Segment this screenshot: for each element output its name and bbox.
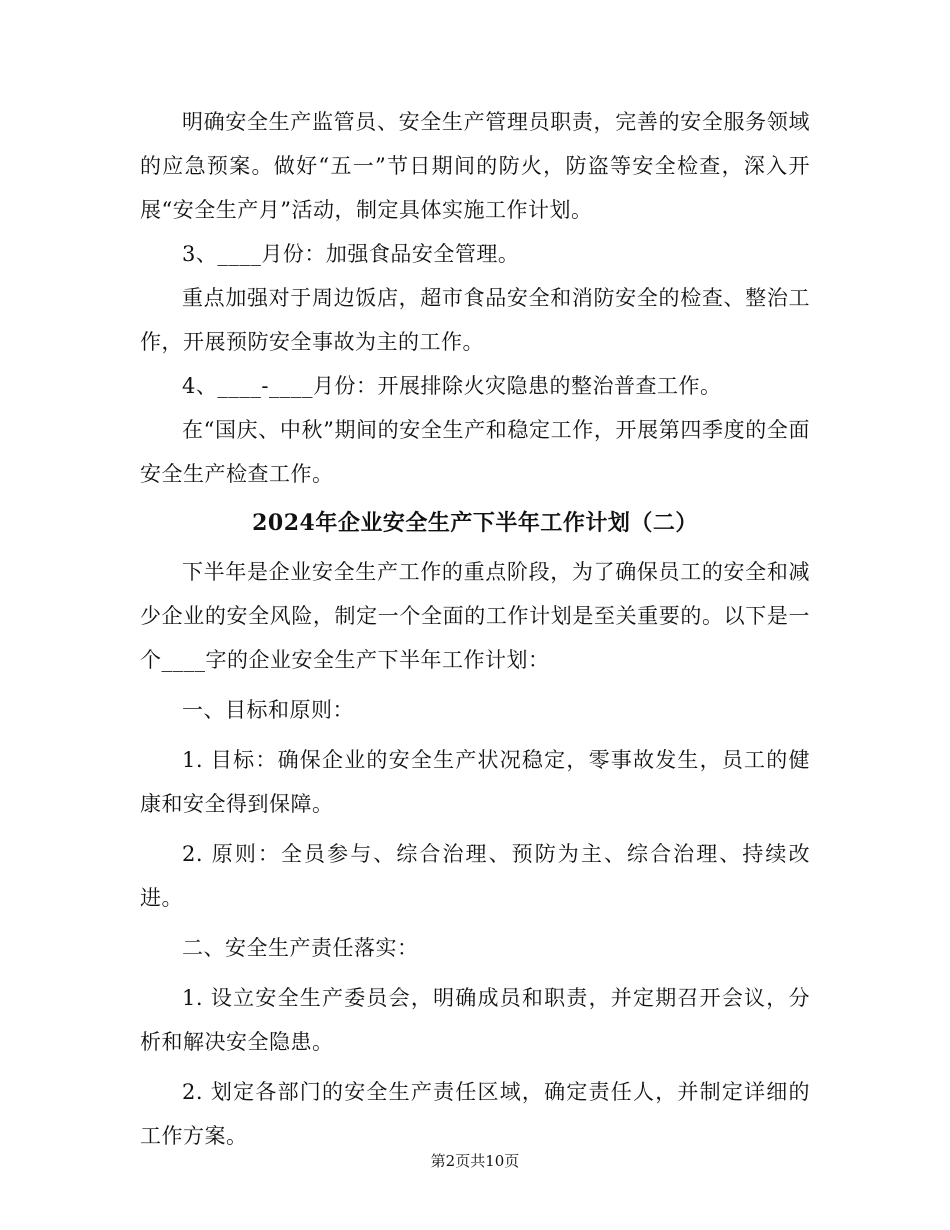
list-item-principle: 2. 原则：全员参与、综合治理、预防为主、综合治理、持续改进。: [140, 842, 810, 910]
heading-responsibility: 二、安全生产责任落实：: [182, 936, 419, 960]
paragraph-month-3: 3、____月份：加强食品安全管理。: [182, 242, 520, 266]
list-item-goal: 1. 目标：确保企业的安全生产状况稳定，零事故发生，员工的健康和安全得到保障。: [140, 748, 810, 816]
paragraph-intro: 下半年是企业安全生产工作的重点阶段，为了确保员工的安全和减少企业的安全风险，制定一个全面的工作计划是至关重要的。以下是一个____字的企业安全生产下半年工作计划：: [140, 560, 810, 672]
paragraph-food-safety: 重点加强对于周边饭店，超市食品安全和消防安全的检查、整治工作，开展预防安全事故为主的工作。: [140, 286, 810, 354]
heading-goals-principles: 一、目标和原则：: [182, 698, 354, 722]
list-item-responsibility-areas: 2. 划定各部门的安全生产责任区域，确定责任人，并制定详细的工作方案。: [140, 1080, 810, 1148]
paragraph-safety-duties: 明确安全生产监管员、安全生产管理员职责，完善的安全服务领域的应急预案。做好“五一”节日期间的防火，防盗等安全检查，深入开展“安全生产月”活动，制定具体实施工作计划。: [140, 110, 810, 222]
paragraph-holiday-safety: 在“国庆、中秋”期间的安全生产和稳定工作，开展第四季度的全面安全生产检查工作。: [140, 418, 810, 486]
document-body: [140, 100, 810, 1158]
page-number: 第2页共10页: [430, 1152, 520, 1170]
section-title: 2024年企业安全生产下半年工作计划（二）: [252, 510, 698, 536]
paragraph-month-4: 4、____-____月份：开展排除火灾隐患的整治普查工作。: [182, 374, 722, 398]
list-item-committee: 1. 设立安全生产委员会，明确成员和职责，并定期召开会议，分析和解决安全隐患。: [140, 986, 810, 1054]
